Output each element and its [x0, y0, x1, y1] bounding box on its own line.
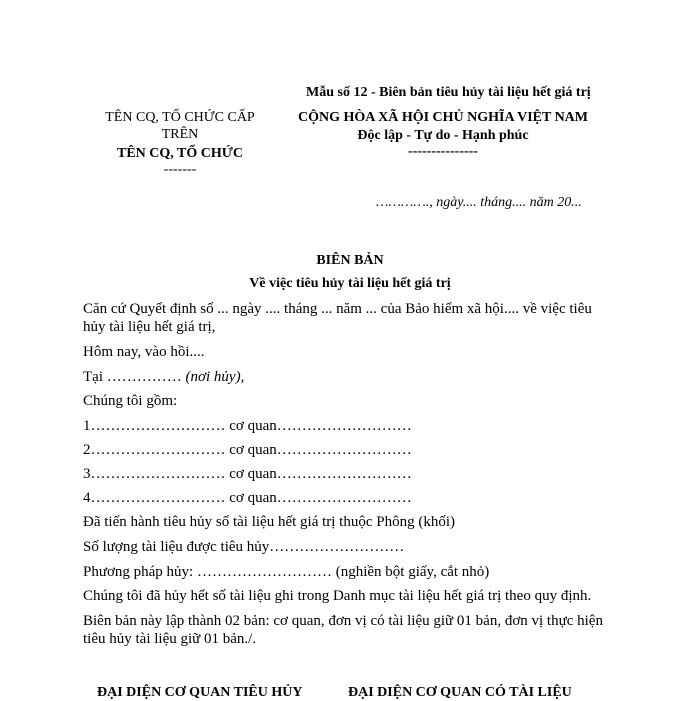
member-line-3: 3……………………… cơ quan………………………	[83, 466, 412, 482]
place-suffix: ,	[240, 369, 245, 385]
country-name: CỘNG HÒA XÃ HỘI CHỦ NGHĨA VIỆT NAM	[297, 110, 588, 125]
right-header-dash: ---------------	[408, 144, 478, 159]
basis-line-2: hủy tài liệu hết giá trị,	[83, 319, 216, 335]
we-include-line: Chúng tôi gồm:	[83, 393, 178, 409]
form-label: Mẫu số 12 - Biên bản tiêu hủy tài liệu hết giá trị	[306, 85, 591, 100]
signature-left: ĐẠI DIỆN CƠ QUAN TIÊU HỦY	[97, 685, 303, 700]
motto: Độc lập - Tự do - Hạnh phúc	[357, 128, 529, 143]
method-line: Phương pháp hủy: ……………………… (nghiền bột giấy, cắt nhỏ)	[83, 564, 490, 580]
member-line-2: 2……………………… cơ quan………………………	[83, 442, 412, 458]
member-line-1: 1……………………… cơ quan………………………	[83, 418, 412, 434]
date-line: …………., ngày.... tháng.... năm 20...	[376, 195, 582, 210]
doc-subtitle: Về việc tiêu hủy tài liệu hết giá trị	[249, 276, 451, 291]
org-name: TÊN CQ, TỔ CHỨC	[116, 146, 243, 161]
parent-org-line2: TRÊN	[161, 127, 199, 142]
destroyed-line: Chúng tôi đã hủy hết số tài liệu ghi trong Danh mục tài liệu hết giá trị theo quy định.	[83, 588, 592, 604]
conducted-line: Đã tiến hành tiêu hủy số tài liệu hết giá trị thuộc Phông (khối)	[83, 514, 456, 530]
place-prefix: Tại ……………	[83, 369, 186, 385]
quantity-line: Số lượng tài liệu được tiêu hủy………………………	[83, 539, 405, 555]
copies-line-1: Biên bản này lập thành 02 bản: cơ quan, đơn vị có tài liệu giữ 01 bản, đơn vị thực hiện	[83, 613, 603, 629]
parent-org-line1: TÊN CQ, TỔ CHỨC CẤP	[105, 110, 255, 125]
left-header-dash: -------	[163, 162, 197, 177]
doc-title: BIÊN BẢN	[316, 253, 384, 268]
today-line: Hôm nay, vào hồi....	[83, 344, 205, 360]
place-note: (nơi hủy)	[185, 369, 241, 385]
copies-line-2: tiêu hủy tài liệu giữ 01 bản./.	[83, 631, 257, 647]
member-line-4: 4……………………… cơ quan………………………	[83, 490, 412, 506]
signature-right: ĐẠI DIỆN CƠ QUAN CÓ TÀI LIỆU	[348, 685, 572, 700]
basis-line-1: Căn cứ Quyết định số ... ngày .... tháng ... năm ... của Bảo hiểm xã hội.... về việc tiêu	[83, 301, 592, 317]
place-line	[83, 369, 244, 386]
